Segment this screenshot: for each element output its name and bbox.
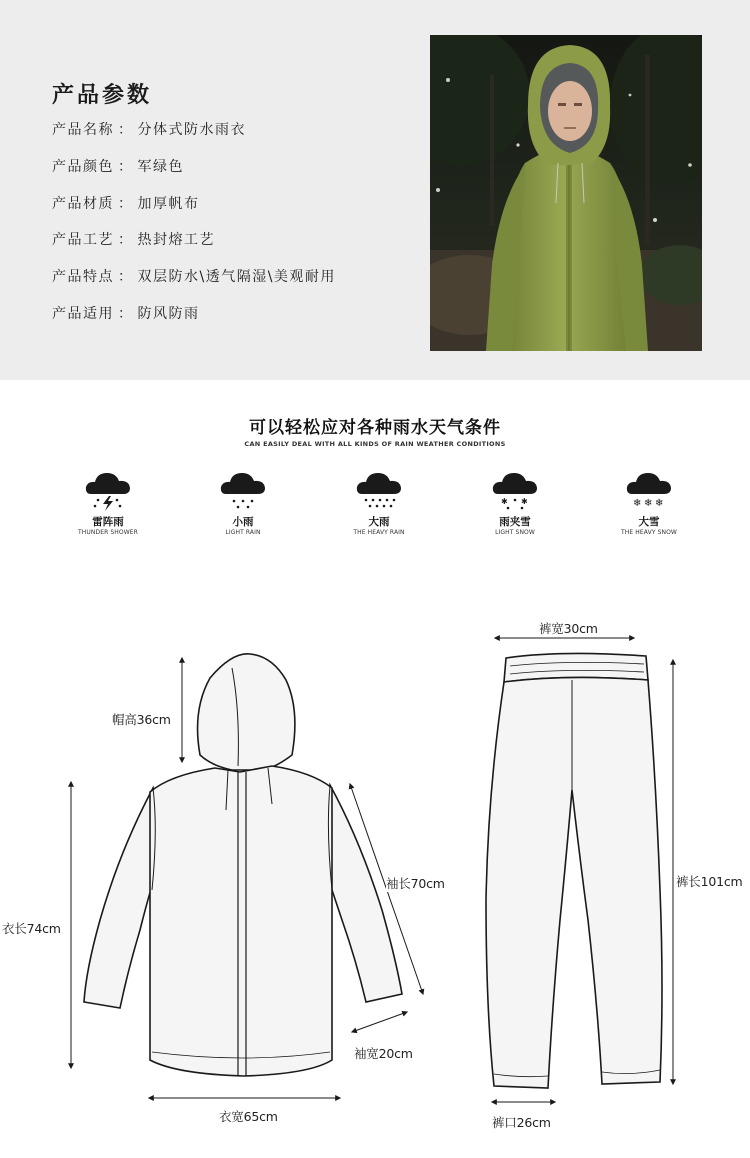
spec-separator: ：: [118, 269, 134, 286]
weather-item-light-rain: [188, 470, 298, 537]
weather-label-cn: 雨夹雪: [499, 516, 531, 528]
weather-label-cn: 大雨: [368, 516, 390, 528]
spec-label: 产品工艺: [52, 232, 114, 249]
spec-value: 防风防雨: [137, 305, 200, 322]
svg-text:❄: ❄: [644, 498, 653, 509]
hood-height-label: 帽高36cm: [112, 712, 171, 727]
cuff-width-line: [352, 1012, 407, 1032]
spec-label: 产品颜色: [52, 158, 114, 175]
weather-label-cn: 大雪: [638, 516, 660, 528]
weather-label-cn: 雷阵雨: [92, 516, 124, 528]
spec-title: 产品参数: [52, 83, 153, 108]
weather-label-cn: 小雨: [232, 516, 254, 528]
spec-label: 产品适用: [52, 305, 114, 322]
light-rain-icon: [218, 470, 268, 512]
spec-separator: ：: [118, 158, 134, 175]
spec-separator: ：: [118, 195, 134, 212]
spec-list: [52, 120, 336, 341]
spec-value: 分体式防水雨衣: [137, 122, 246, 138]
svg-text:❄: ❄: [633, 498, 642, 509]
product-photo: [430, 35, 702, 351]
weather-item-heavy-rain: [324, 470, 434, 537]
spec-row-name: [52, 120, 336, 157]
weather-label-en: THE HEAVY RAIN: [353, 529, 405, 536]
spec-label: 产品材质: [52, 195, 114, 212]
weather-item-heavy-snow: [594, 470, 704, 537]
spec-separator: ：: [118, 305, 134, 322]
spec-value: 军绿色: [137, 158, 184, 175]
pants-sketch: [486, 653, 662, 1088]
thunder-shower-icon: [83, 470, 133, 512]
spec-label: 产品名称: [52, 122, 114, 138]
sleet-icon: [490, 470, 540, 512]
weather-item-sleet: [460, 470, 570, 537]
spec-value: 加厚帆布: [137, 195, 200, 212]
spec-value: 热封熔工艺: [137, 232, 215, 249]
cuff-width-label: 袖宽20cm: [354, 1046, 413, 1061]
weather-label-en: LIGHT SNOW: [495, 529, 535, 536]
pants-waist-label: 裤宽30cm: [539, 621, 598, 636]
spec-row-usage: [52, 304, 336, 341]
weather-subtitle: CAN EASILY DEAL WITH ALL KINDS OF RAIN WEATHER CONDITIONS: [244, 440, 506, 448]
weather-title: 可以轻松应对各种雨水天气条件: [249, 418, 501, 438]
heavy-snow-icon: [624, 470, 674, 512]
sleeve-length-label: 袖长70cm: [386, 876, 445, 891]
spec-row-process: [52, 230, 336, 267]
spec-value: 双层防水\透气隔湿\美观耐用: [137, 269, 336, 286]
heavy-rain-icon: [354, 470, 404, 512]
pants-length-label: 裤长101cm: [676, 874, 743, 889]
weather-label-en: LIGHT RAIN: [225, 529, 261, 536]
weather-label-en: THE HEAVY SNOW: [621, 529, 677, 536]
size-diagram: [0, 590, 750, 1150]
spec-label: 产品特点: [52, 269, 114, 286]
spec-separator: ：: [118, 122, 134, 138]
jacket-width-label: 衣宽65cm: [219, 1109, 278, 1124]
spec-row-material: [52, 194, 336, 231]
spec-row-color: [52, 157, 336, 194]
svg-text:✱: ✱: [521, 497, 528, 506]
jacket-length-label: 衣长74cm: [2, 921, 61, 936]
spec-separator: ：: [118, 232, 134, 249]
svg-text:✱: ✱: [501, 497, 508, 506]
svg-text:❄: ❄: [655, 498, 664, 509]
product-spec-section: [0, 0, 750, 380]
weather-item-thunder: [53, 470, 163, 537]
spec-row-features: [52, 267, 336, 304]
pants-hem-label: 裤口26cm: [492, 1115, 551, 1130]
weather-label-en: THUNDER SHOWER: [78, 529, 138, 536]
